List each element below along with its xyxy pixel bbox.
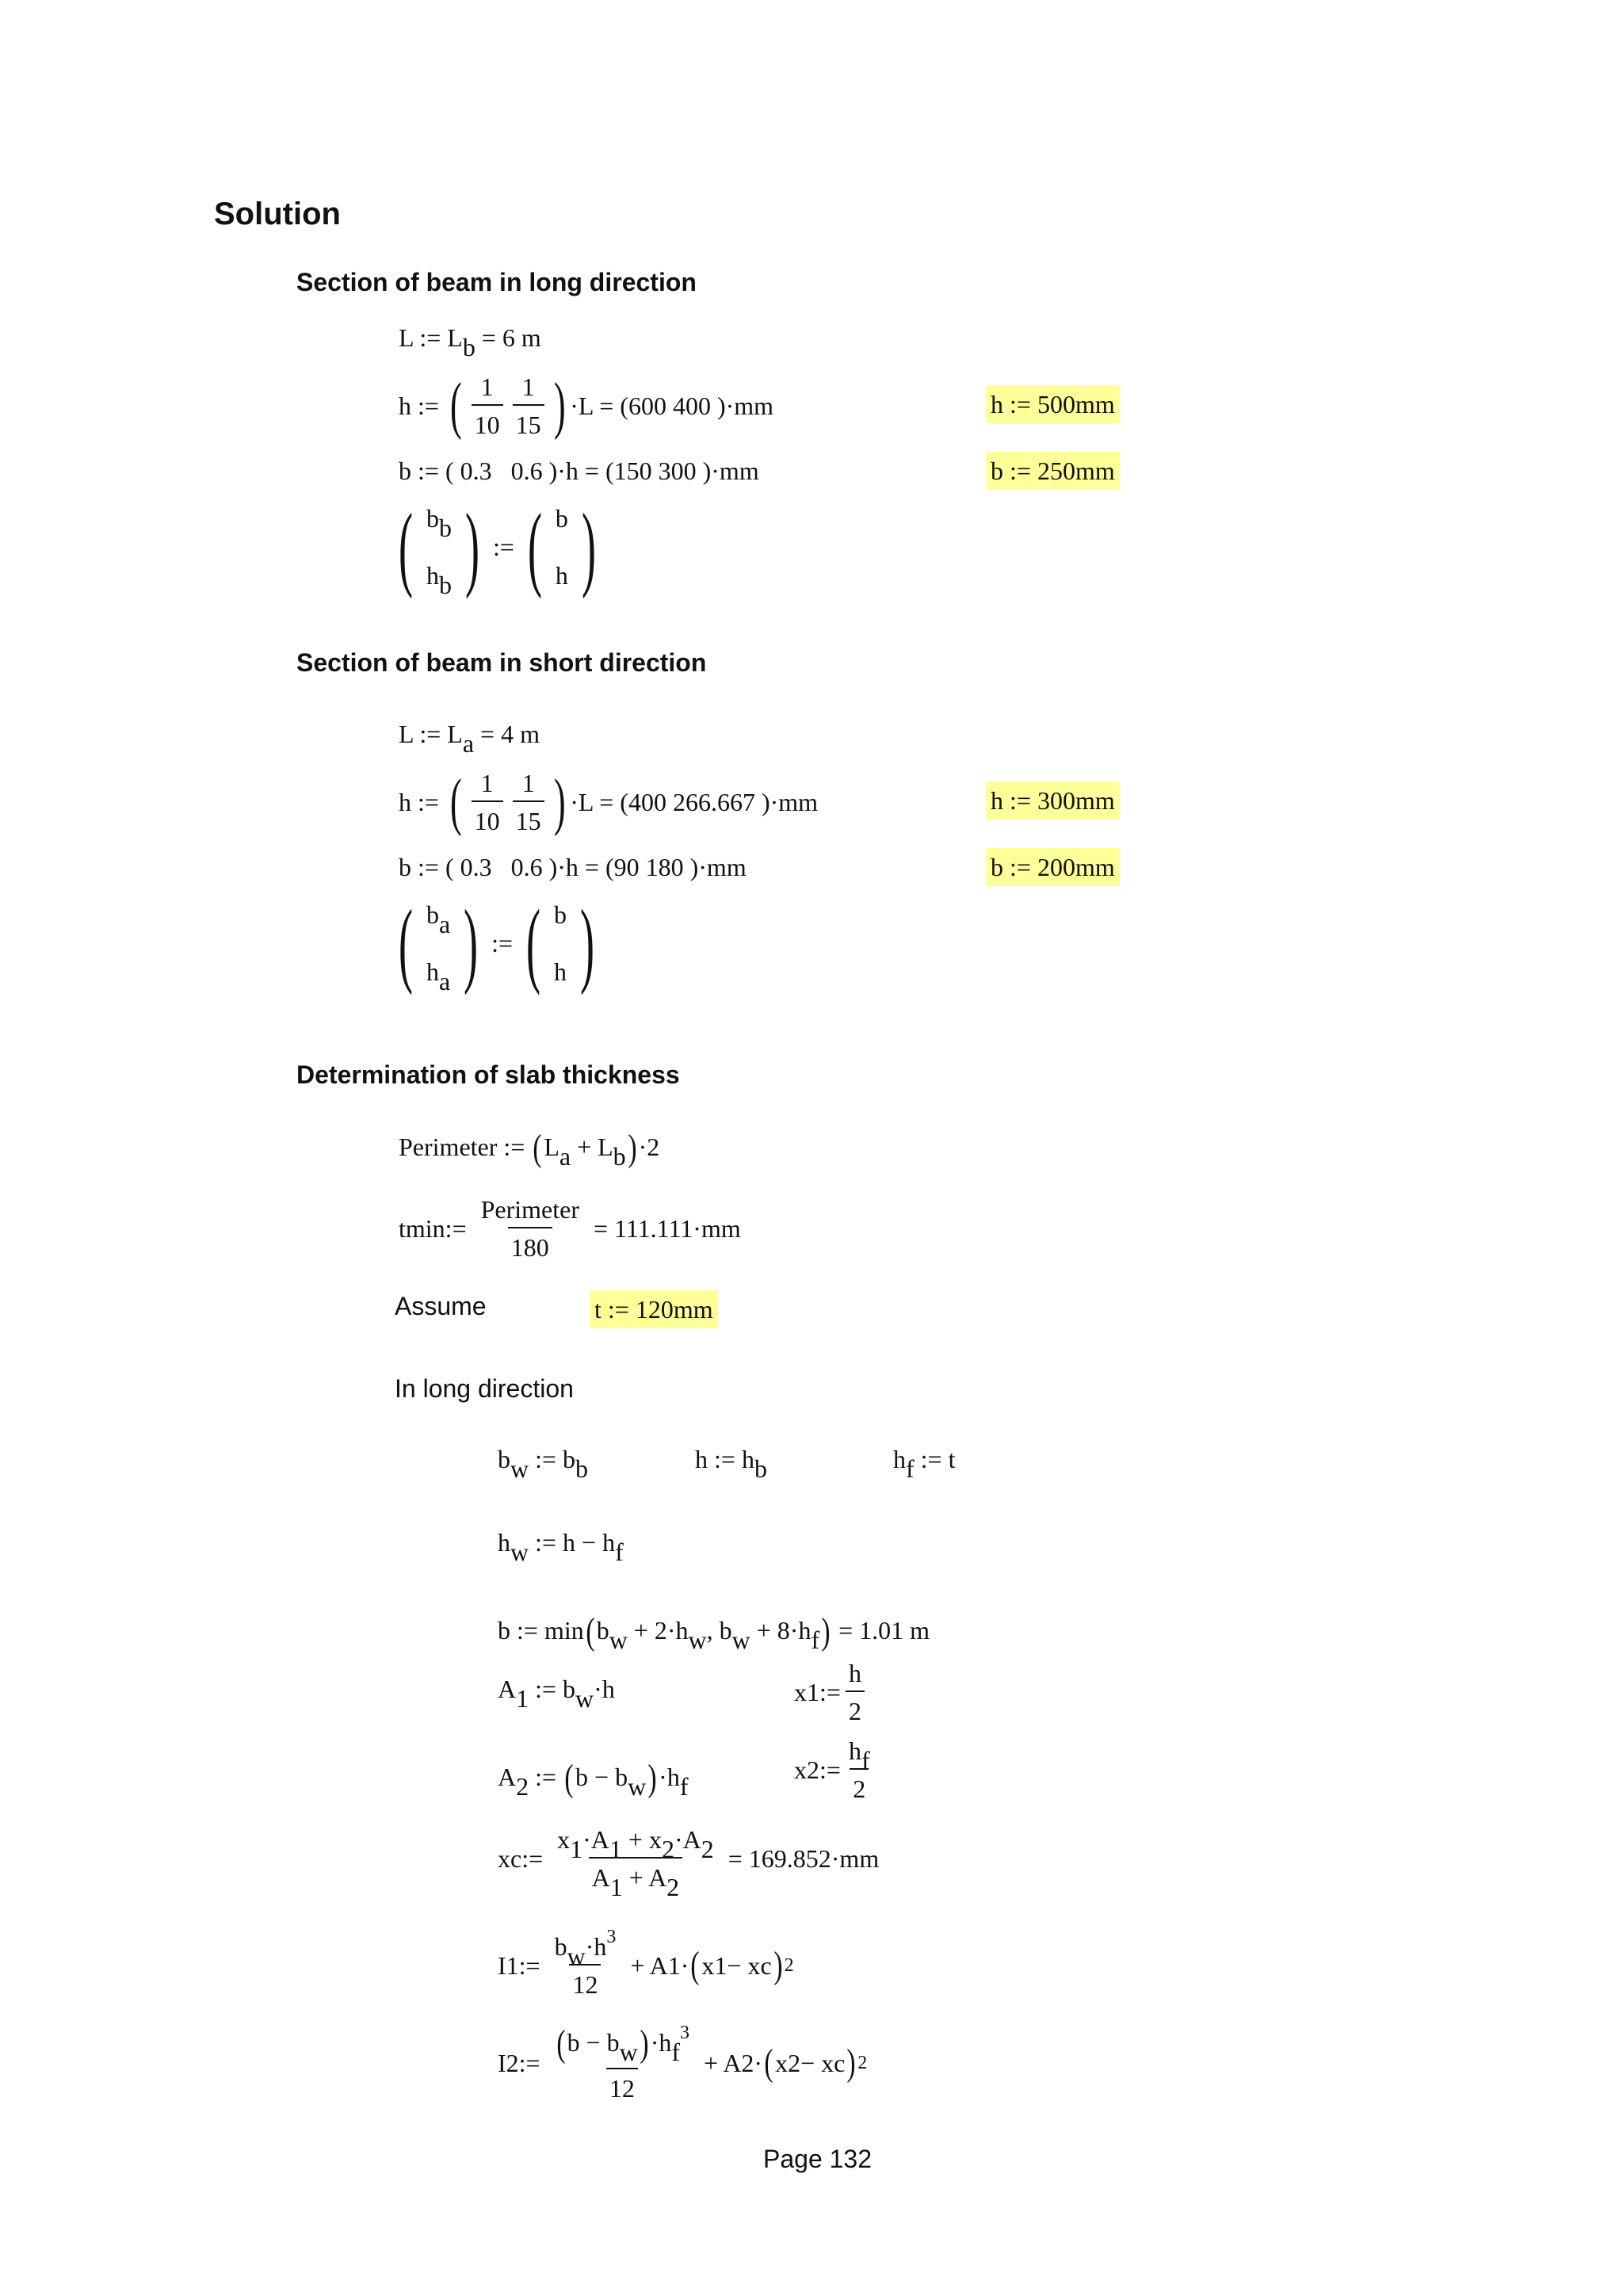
eq-perimeter: Perimeter := $(L_a + L_b)\cdot 2$ <box>399 1127 660 1171</box>
xc-value: 169.852·mm <box>748 1844 880 1873</box>
eq-I1: I 1 := $\frac{b_w\cdot h^3}{12}$ + A 1 · ( x 1 − x c ) 2 <box>498 1927 794 1999</box>
eq-bw: $b_w$ := $b_b$ <box>498 1445 589 1483</box>
h-long-assign: h := 500mm <box>986 385 1120 423</box>
t-assign: t := 120mm <box>590 1290 718 1328</box>
eq-h-long: h := ( $\frac{1}{10}$ $\frac{1}{15}$ ) ·L = (600 400 )·mm <box>399 371 774 441</box>
section-title-short: Section of beam in short direction <box>296 648 707 677</box>
eq-x1: x 1 := $\frac{h}{2}$ <box>794 1656 869 1728</box>
eq-A1: $A_1$ := $b_w\cdot h$ <box>498 1675 615 1713</box>
section-title-slab: Determination of slab thickness <box>296 1060 680 1089</box>
eq-h-short: h := ( $\frac{1}{10}$ $\frac{1}{15}$ ) ·L = (400 266.667 )·mm <box>399 767 819 837</box>
eq-xc: x c := $\frac{x_1\cdot A_1 + x_2\cdot A_2}{A_1 + A_2}$ = 169.852·mm <box>498 1825 880 1901</box>
eq-bh-long-vector: ( $b_b$ $h_b$ ) := ( b h ) <box>398 494 596 599</box>
b-short-assign: b := 200mm <box>986 848 1120 886</box>
L-short-value: 4 m <box>501 720 540 748</box>
h-short-range: (400 266.667 )·mm <box>620 788 819 816</box>
eq-L-short: L := $L_a = 4$ m <box>399 720 540 758</box>
h-long-range: (600 400 )·mm <box>620 392 774 420</box>
tmin-value: 111.111·mm <box>614 1214 741 1243</box>
assume-label: Assume <box>395 1292 487 1320</box>
eq-A2: $A_2$ := $(b - b_w)\cdot h_f$ <box>498 1757 689 1801</box>
eq-I2: I 2 := $\frac{(b - b_w)\cdot h_f^3}{12}$ + A 2 · ( x 2 − x c ) 2 <box>498 2023 868 2103</box>
eq-x2: x 2 := $\frac{h_f}{2}$ <box>794 1736 870 1803</box>
eq-L-long: L := $L_b = 6$ m <box>399 323 541 361</box>
eq-b-eff: b := $\min(b_w + 2\cdot h_w$, $b_w + 8\cdot h_f) = 1.01$ m <box>498 1610 930 1654</box>
h-short-assign: h := 300mm <box>986 781 1120 819</box>
eq-hf: $h_f$ := t <box>893 1445 956 1483</box>
b-long-assign: b := 250mm <box>986 452 1120 490</box>
eq-b-long: b := ( 0.3 0.6 )·h = (150 300 )·mm <box>399 457 759 485</box>
section-title-long: Section of beam in long direction <box>296 268 697 296</box>
b-short-range: (90 180 )·mm <box>605 853 747 881</box>
eq-tmin: t min := $\frac{\text{Perimeter}}{180}$ = 111.111·mm <box>399 1195 741 1262</box>
long-direction-label: In long direction <box>395 1374 574 1403</box>
L-long-value: 6 m <box>502 323 541 352</box>
eq-hw: $h_w$ := $h - h_f$ <box>498 1528 624 1566</box>
page-number: Page 132 <box>763 2145 873 2173</box>
eq-b-short: b := ( 0.3 0.6 )·h = (90 180 )·mm <box>399 853 747 881</box>
eq-bh-short-vector: ( $b_a$ $h_a$ ) := ( b h ) <box>398 890 595 995</box>
page-title: Solution <box>214 197 341 231</box>
eq-h: h := $h_b$ <box>695 1445 767 1483</box>
b-long-range: (150 300 )·mm <box>605 457 759 485</box>
b-eff-value: 1.01 m <box>859 1616 930 1645</box>
